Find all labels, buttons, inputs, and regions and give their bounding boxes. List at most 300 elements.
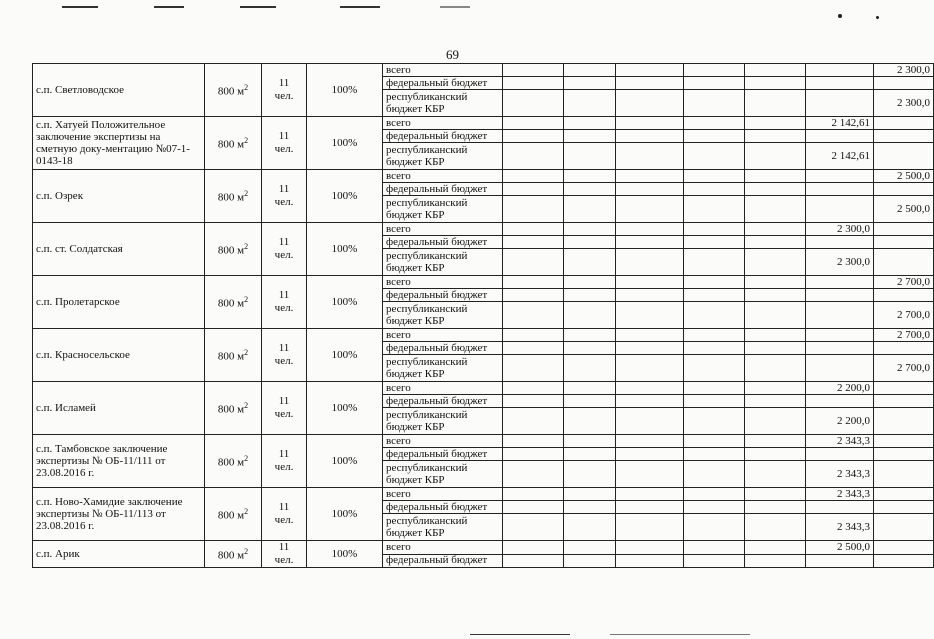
amount-cell	[745, 236, 806, 249]
amount-cell	[806, 130, 874, 143]
amount-cell	[503, 196, 564, 223]
amount-cell	[806, 448, 874, 461]
funding-source-republic: республиканский бюджет КБР	[383, 461, 503, 488]
amount-cell	[503, 117, 564, 130]
percent-cell: 100%	[307, 382, 383, 435]
amount-cell	[564, 170, 616, 183]
area-value: 800 м	[217, 85, 245, 98]
amount-cell	[564, 329, 616, 342]
amount-cell	[503, 501, 564, 514]
table-row	[33, 170, 934, 183]
funding-source-total: всего	[383, 223, 503, 236]
amount-cell	[684, 488, 745, 501]
scan-artifact-top	[340, 6, 380, 8]
amount-cell: 2 300,0	[806, 249, 874, 276]
amount-cell	[616, 541, 684, 555]
funding-source-federal: федеральный бюджет	[383, 501, 503, 514]
amount-cell	[806, 64, 874, 77]
area-value: 800 м	[217, 191, 245, 204]
area-unit-exponent: 2	[244, 348, 249, 358]
people-cell: 11 чел.	[262, 64, 307, 117]
area-unit-exponent: 2	[244, 454, 249, 464]
amount-cell	[806, 329, 874, 342]
amount-cell	[874, 408, 934, 435]
amount-cell	[564, 382, 616, 395]
area-cell	[205, 488, 262, 541]
area-cell	[205, 117, 262, 170]
amount-cell	[745, 554, 806, 568]
amount-cell	[745, 90, 806, 117]
amount-cell	[503, 90, 564, 117]
people-cell: 11 чел.	[262, 276, 307, 329]
amount-cell	[503, 77, 564, 90]
amount-cell	[745, 435, 806, 448]
settlement-cell: с.п. Озрек	[33, 170, 205, 223]
amount-cell	[874, 223, 934, 236]
area-value: 800 м	[217, 244, 245, 257]
amount-cell	[564, 408, 616, 435]
percent-cell: 100%	[307, 223, 383, 276]
amount-cell	[564, 435, 616, 448]
amount-cell	[745, 64, 806, 77]
amount-cell	[616, 382, 684, 395]
amount-cell	[874, 514, 934, 541]
amount-cell	[503, 302, 564, 329]
amount-cell	[745, 130, 806, 143]
amount-cell	[564, 196, 616, 223]
settlement-cell: с.п. Исламей	[33, 382, 205, 435]
amount-cell	[874, 435, 934, 448]
amount-cell	[874, 461, 934, 488]
amount-cell	[616, 77, 684, 90]
amount-cell	[564, 236, 616, 249]
amount-cell	[503, 408, 564, 435]
amount-cell	[564, 461, 616, 488]
settlement-cell: с.п. Тамбовское заключение экспертизы № ОБ-11/111 от 23.08.2016 г.	[33, 435, 205, 488]
amount-cell	[503, 554, 564, 568]
amount-cell	[503, 355, 564, 382]
amount-cell	[745, 302, 806, 329]
amount-cell	[874, 183, 934, 196]
table-row	[33, 276, 934, 289]
table-row	[33, 329, 934, 342]
amount-cell	[874, 488, 934, 501]
funding-source-republic: республиканский бюджет КБР	[383, 196, 503, 223]
area-value: 800 м	[217, 403, 245, 416]
amount-cell	[564, 143, 616, 170]
amount-cell	[564, 448, 616, 461]
budget-table	[32, 63, 934, 568]
amount-cell	[503, 170, 564, 183]
area-unit-exponent: 2	[244, 507, 249, 517]
funding-source-republic: республиканский бюджет КБР	[383, 514, 503, 541]
area-unit-exponent: 2	[244, 83, 249, 93]
amount-cell	[745, 541, 806, 555]
amount-cell	[616, 183, 684, 196]
amount-cell	[616, 276, 684, 289]
amount-cell	[564, 130, 616, 143]
scan-artifact-bottom	[470, 634, 570, 635]
percent-cell: 100%	[307, 541, 383, 568]
amount-cell	[684, 223, 745, 236]
amount-cell	[745, 461, 806, 488]
amount-cell	[503, 382, 564, 395]
area-value: 800 м	[217, 549, 245, 562]
amount-cell	[745, 223, 806, 236]
area-cell	[205, 276, 262, 329]
area-unit-exponent: 2	[244, 136, 249, 146]
area-unit-exponent: 2	[244, 295, 249, 305]
funding-source-total: всего	[383, 276, 503, 289]
amount-cell: 2 200,0	[806, 382, 874, 395]
percent-cell: 100%	[307, 329, 383, 382]
amount-cell	[616, 501, 684, 514]
amount-cell	[616, 355, 684, 382]
funding-source-total: всего	[383, 64, 503, 77]
amount-cell	[874, 541, 934, 555]
amount-cell	[745, 355, 806, 382]
funding-source-republic: республиканский бюджет КБР	[383, 143, 503, 170]
settlement-cell: с.п. Арик	[33, 541, 205, 568]
funding-source-total: всего	[383, 329, 503, 342]
amount-cell	[874, 117, 934, 130]
amount-cell	[564, 77, 616, 90]
scan-dot	[838, 14, 842, 18]
amount-cell	[503, 435, 564, 448]
percent-cell: 100%	[307, 435, 383, 488]
amount-cell	[616, 435, 684, 448]
amount-cell	[616, 302, 684, 329]
amount-cell	[616, 448, 684, 461]
amount-cell	[874, 143, 934, 170]
funding-source-total: всего	[383, 488, 503, 501]
area-cell	[205, 170, 262, 223]
amount-cell: 2 343,3	[806, 461, 874, 488]
people-cell: 11 чел.	[262, 488, 307, 541]
scan-artifact-top	[240, 6, 276, 8]
funding-source-republic: республиканский бюджет КБР	[383, 408, 503, 435]
amount-cell: 2 343,3	[806, 514, 874, 541]
funding-source-federal: федеральный бюджет	[383, 342, 503, 355]
amount-cell	[503, 488, 564, 501]
table-row	[33, 117, 934, 130]
settlement-cell: с.п. Хатуей Положительное заключение экспертизы на сметную доку-ментацию №07-1-0143-18	[33, 117, 205, 170]
amount-cell: 2 500,0	[806, 541, 874, 555]
amount-cell	[616, 488, 684, 501]
amount-cell	[806, 554, 874, 568]
amount-cell	[684, 461, 745, 488]
people-cell: 11 чел.	[262, 329, 307, 382]
amount-cell: 2 200,0	[806, 408, 874, 435]
amount-cell	[745, 501, 806, 514]
amount-cell	[564, 355, 616, 382]
amount-cell	[745, 170, 806, 183]
amount-cell	[684, 183, 745, 196]
amount-cell	[874, 77, 934, 90]
percent-cell: 100%	[307, 488, 383, 541]
amount-cell	[874, 501, 934, 514]
funding-source-republic: республиканский бюджет КБР	[383, 249, 503, 276]
amount-cell	[616, 64, 684, 77]
amount-cell	[745, 448, 806, 461]
amount-cell	[564, 554, 616, 568]
amount-cell	[745, 488, 806, 501]
area-unit-exponent: 2	[244, 189, 249, 199]
area-value: 800 м	[217, 350, 245, 363]
amount-cell	[806, 77, 874, 90]
amount-cell	[503, 276, 564, 289]
amount-cell	[874, 130, 934, 143]
amount-cell	[503, 514, 564, 541]
amount-cell	[564, 514, 616, 541]
area-value: 800 м	[217, 297, 245, 310]
area-unit-exponent: 2	[244, 401, 249, 411]
amount-cell	[564, 249, 616, 276]
amount-cell	[564, 223, 616, 236]
table-row	[33, 435, 934, 448]
amount-cell	[503, 342, 564, 355]
amount-cell	[616, 117, 684, 130]
people-cell: 11 чел.	[262, 541, 307, 568]
funding-source-republic: республиканский бюджет КБР	[383, 302, 503, 329]
funding-source-total: всего	[383, 170, 503, 183]
amount-cell	[806, 302, 874, 329]
people-cell: 11 чел.	[262, 117, 307, 170]
funding-source-federal: федеральный бюджет	[383, 395, 503, 408]
percent-cell: 100%	[307, 170, 383, 223]
amount-cell	[616, 461, 684, 488]
amount-cell	[806, 355, 874, 382]
people-cell: 11 чел.	[262, 223, 307, 276]
funding-source-federal: федеральный бюджет	[383, 289, 503, 302]
funding-source-total: всего	[383, 382, 503, 395]
amount-cell	[616, 329, 684, 342]
funding-source-total: всего	[383, 435, 503, 448]
scan-artifact-top	[62, 6, 98, 8]
amount-cell	[806, 170, 874, 183]
amount-cell	[503, 448, 564, 461]
people-cell: 11 чел.	[262, 382, 307, 435]
amount-cell	[684, 249, 745, 276]
amount-cell	[564, 342, 616, 355]
amount-cell	[564, 276, 616, 289]
funding-source-federal: федеральный бюджет	[383, 448, 503, 461]
amount-cell	[745, 289, 806, 302]
people-cell: 11 чел.	[262, 435, 307, 488]
amount-cell	[684, 143, 745, 170]
amount-cell	[874, 395, 934, 408]
area-value: 800 м	[217, 509, 245, 522]
settlement-cell: с.п. Пролетарское	[33, 276, 205, 329]
amount-cell	[684, 117, 745, 130]
amount-cell	[745, 249, 806, 276]
amount-cell	[874, 448, 934, 461]
amount-cell: 2 700,0	[874, 276, 934, 289]
amount-cell	[874, 236, 934, 249]
funding-source-federal: федеральный бюджет	[383, 130, 503, 143]
area-cell	[205, 435, 262, 488]
settlement-cell: с.п. Ново-Хамидие заключение экспертизы № ОБ-11/113 от 23.08.2016 г.	[33, 488, 205, 541]
funding-source-republic: республиканский бюджет КБР	[383, 355, 503, 382]
amount-cell	[564, 488, 616, 501]
amount-cell	[874, 289, 934, 302]
amount-cell	[684, 196, 745, 223]
amount-cell	[806, 289, 874, 302]
table-row	[33, 223, 934, 236]
table-row	[33, 541, 934, 555]
amount-cell	[684, 501, 745, 514]
amount-cell	[564, 501, 616, 514]
amount-cell	[806, 501, 874, 514]
table-row	[33, 382, 934, 395]
amount-cell: 2 500,0	[874, 170, 934, 183]
amount-cell: 2 700,0	[874, 355, 934, 382]
amount-cell	[874, 554, 934, 568]
amount-cell	[503, 395, 564, 408]
funding-source-federal: федеральный бюджет	[383, 554, 503, 568]
amount-cell	[616, 196, 684, 223]
amount-cell	[616, 170, 684, 183]
amount-cell	[745, 196, 806, 223]
amount-cell: 2 700,0	[874, 329, 934, 342]
amount-cell	[616, 289, 684, 302]
funding-source-total: всего	[383, 117, 503, 130]
amount-cell	[874, 249, 934, 276]
amount-cell	[616, 395, 684, 408]
amount-cell: 2 343,3	[806, 435, 874, 448]
table-row	[33, 64, 934, 77]
amount-cell	[616, 249, 684, 276]
amount-cell	[745, 117, 806, 130]
scan-dot	[876, 16, 879, 19]
page-number: 69	[446, 47, 459, 62]
amount-cell	[564, 183, 616, 196]
amount-cell	[745, 77, 806, 90]
amount-cell: 2 343,3	[806, 488, 874, 501]
amount-cell	[503, 236, 564, 249]
area-cell	[205, 382, 262, 435]
amount-cell	[684, 289, 745, 302]
amount-cell: 2 142,61	[806, 143, 874, 170]
amount-cell	[564, 541, 616, 555]
amount-cell	[503, 329, 564, 342]
amount-cell	[503, 461, 564, 488]
amount-cell	[616, 130, 684, 143]
amount-cell	[745, 342, 806, 355]
amount-cell	[616, 408, 684, 435]
funding-source-republic: республиканский бюджет КБР	[383, 90, 503, 117]
area-cell	[205, 223, 262, 276]
amount-cell	[564, 90, 616, 117]
amount-cell	[564, 395, 616, 408]
amount-cell	[684, 355, 745, 382]
amount-cell	[503, 183, 564, 196]
amount-cell	[806, 395, 874, 408]
funding-source-federal: федеральный бюджет	[383, 183, 503, 196]
area-cell	[205, 329, 262, 382]
amount-cell	[503, 223, 564, 236]
amount-cell	[745, 143, 806, 170]
settlement-cell: с.п. Красносельское	[33, 329, 205, 382]
funding-source-federal: федеральный бюджет	[383, 236, 503, 249]
amount-cell	[684, 342, 745, 355]
amount-cell: 2 300,0	[874, 64, 934, 77]
amount-cell	[564, 117, 616, 130]
area-cell	[205, 541, 262, 568]
amount-cell	[564, 64, 616, 77]
amount-cell	[503, 249, 564, 276]
percent-cell: 100%	[307, 276, 383, 329]
area-value: 800 м	[217, 138, 245, 151]
amount-cell	[874, 342, 934, 355]
amount-cell	[684, 448, 745, 461]
amount-cell: 2 500,0	[874, 196, 934, 223]
amount-cell	[616, 236, 684, 249]
amount-cell	[684, 435, 745, 448]
area-unit-exponent: 2	[244, 242, 249, 252]
amount-cell	[684, 236, 745, 249]
amount-cell	[616, 223, 684, 236]
amount-cell	[616, 143, 684, 170]
amount-cell	[616, 554, 684, 568]
amount-cell	[745, 408, 806, 435]
amount-cell	[745, 329, 806, 342]
amount-cell	[806, 196, 874, 223]
settlement-cell: с.п. ст. Солдатская	[33, 223, 205, 276]
amount-cell	[684, 408, 745, 435]
amount-cell	[503, 130, 564, 143]
amount-cell	[684, 554, 745, 568]
amount-cell	[745, 276, 806, 289]
amount-cell: 2 142,61	[806, 117, 874, 130]
amount-cell	[564, 302, 616, 329]
amount-cell	[616, 90, 684, 117]
area-cell	[205, 64, 262, 117]
amount-cell	[684, 276, 745, 289]
amount-cell	[684, 64, 745, 77]
amount-cell	[684, 395, 745, 408]
amount-cell	[684, 90, 745, 117]
table-row	[33, 488, 934, 501]
amount-cell	[745, 514, 806, 541]
amount-cell	[684, 302, 745, 329]
amount-cell	[684, 170, 745, 183]
amount-cell	[806, 183, 874, 196]
amount-cell	[806, 90, 874, 117]
scan-artifact-top	[154, 6, 184, 8]
amount-cell	[806, 276, 874, 289]
amount-cell: 2 700,0	[874, 302, 934, 329]
amount-cell	[806, 236, 874, 249]
amount-cell	[684, 130, 745, 143]
amount-cell	[616, 342, 684, 355]
amount-cell	[684, 382, 745, 395]
amount-cell: 2 300,0	[806, 223, 874, 236]
scan-artifact-bottom	[610, 634, 750, 635]
people-cell: 11 чел.	[262, 170, 307, 223]
amount-cell	[503, 64, 564, 77]
amount-cell	[745, 183, 806, 196]
percent-cell: 100%	[307, 64, 383, 117]
amount-cell	[684, 541, 745, 555]
amount-cell	[745, 382, 806, 395]
amount-cell	[564, 289, 616, 302]
amount-cell	[503, 143, 564, 170]
amount-cell	[806, 342, 874, 355]
amount-cell	[503, 541, 564, 555]
funding-source-total: всего	[383, 541, 503, 555]
amount-cell	[745, 395, 806, 408]
